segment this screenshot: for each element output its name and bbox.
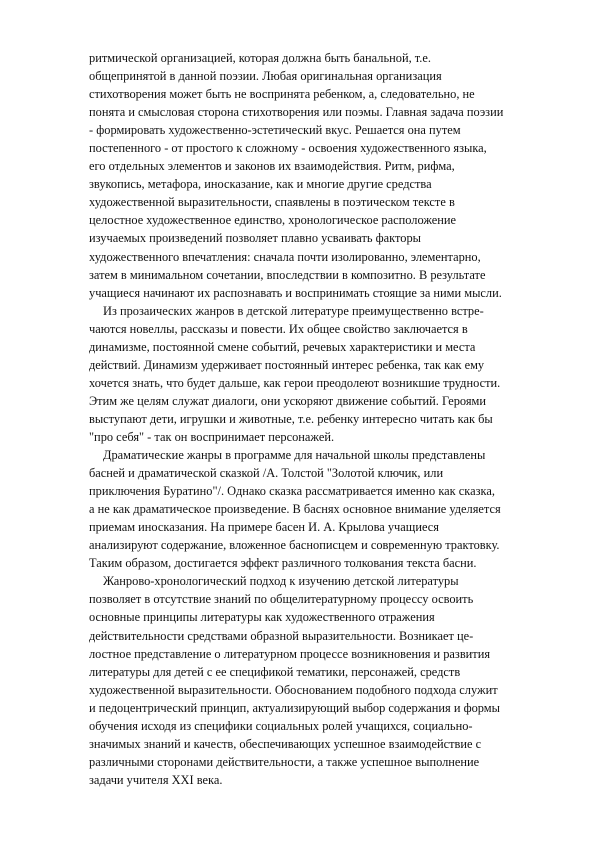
text-line: художественной выразительности. Обоснованием подобного подхода служит xyxy=(89,682,498,697)
paragraph-approach xyxy=(89,572,544,789)
text-line: басней и драматической сказкой /А. Толстой "Золотой ключик, или xyxy=(89,466,444,481)
text-line: постепенного - от простого к сложному - освоения художественного языка, xyxy=(89,141,487,156)
text-line: общепринятой в данной поэзии. Любая оригинальная организация xyxy=(89,69,442,84)
document-page xyxy=(89,49,544,789)
text-line: Этим же целям служат диалоги, они ускоряют движение событий. Героями xyxy=(89,393,487,408)
text-line: обучения исходя из специфики социальных ролей учащихся, социально- xyxy=(89,718,473,733)
text-line: целостное художественное единство, хронологическое расположение xyxy=(89,213,457,228)
text-line: а не как драматическое произведение. В баснях основное внимание уделяется xyxy=(89,502,501,517)
text-line: приключения Буратино"/. Однако сказка рассматривается именно как сказка, xyxy=(89,484,495,499)
text-line: учащиеся начинают их распознавать и воспринимать стоящие за ними мысли. xyxy=(89,285,502,300)
text-line: его отдельных элементов и законов их взаимодействия. Ритм, рифма, xyxy=(89,159,455,174)
text-line: литературы для детей с ее спецификой тематики, персонажей, средств xyxy=(89,664,461,679)
text-line: хочется знать, что будет дальше, как герои преодолеют возникшие трудности. xyxy=(89,375,501,390)
text-line: Таким образом, достигается эффект различного толкования текста басни. xyxy=(89,556,477,571)
text-line-first: Из прозаических жанров в детской литературе преимущественно встре- xyxy=(103,303,484,318)
text-line: звукопись, метафора, иносказание, как и многие другие средства xyxy=(89,177,432,192)
paragraph-drama xyxy=(89,446,544,572)
text-line: выступают дети, игрушки и животные, т.е. ребенку интересно читать как бы xyxy=(89,411,493,426)
text-line: позволяет в отсутствие знаний по общелитературному процессу освоить xyxy=(89,592,474,607)
text-line-first: Жанрово-хронологический подход к изучению детской литературы xyxy=(103,574,459,589)
text-line: чаются новеллы, рассказы и повести. Их общее свойство заключается в xyxy=(89,321,468,336)
text-line: затем в минимальном сочетании, впоследствии в композитно. В результате xyxy=(89,267,486,282)
text-line: действий. Динамизм удерживает постоянный интерес ребенка, так как ему xyxy=(89,357,485,372)
text-line: динамизме, постоянной смене событий, речевых характеристики и места xyxy=(89,339,476,354)
paragraph-poetry xyxy=(89,49,544,302)
text-line: ритмической организацией, которая должна быть банальной, т.е. xyxy=(89,51,431,65)
text-line: различными сторонами действительности, а также успешное выполнение xyxy=(89,754,480,769)
paragraph-prose xyxy=(89,302,544,446)
text-line: и педоцентрический принцип, актуализирующий выбор содержания и формы xyxy=(89,700,500,715)
text-line: приемам иносказания. На примере басен И. А. Крылова учащиеся xyxy=(89,520,439,535)
text-line: стихотворения может быть не воспринята ребенком, а, следовательно, не xyxy=(89,87,475,102)
text-line: действительности средствами образной выразительности. Возникает це- xyxy=(89,628,474,643)
text-line: лостное представление о литературном процессе возникновения и развития xyxy=(89,646,491,661)
text-line-first: Драматические жанры в программе для начальной школы представлены xyxy=(103,448,486,463)
text-line: задачи учителя XXI века. xyxy=(89,772,223,787)
text-line: художественного впечатления: сначала почти изолированно, элементарно, xyxy=(89,249,481,264)
text-line: понята и смысловая сторона стихотворения или поэмы. Главная задача поэзии xyxy=(89,105,504,120)
text-line: художественной выразительности, спаявлены в поэтическом тексте в xyxy=(89,195,455,210)
text-line: изучаемых произведений позволяет плавно усваивать факторы xyxy=(89,231,421,246)
text-line: "про себя" - так он воспринимает персонажей. xyxy=(89,429,335,444)
text-line: - формировать художественно-эстетический вкус. Решается она путем xyxy=(89,123,461,138)
text-line: основные принципы литературы как художественного отражения xyxy=(89,610,435,625)
text-line: анализируют содержание, вложенное баснописцем и современную трактовку. xyxy=(89,538,500,553)
text-line: значимых знаний и качеств, обеспечивающих успешное взаимодействие с xyxy=(89,736,482,751)
